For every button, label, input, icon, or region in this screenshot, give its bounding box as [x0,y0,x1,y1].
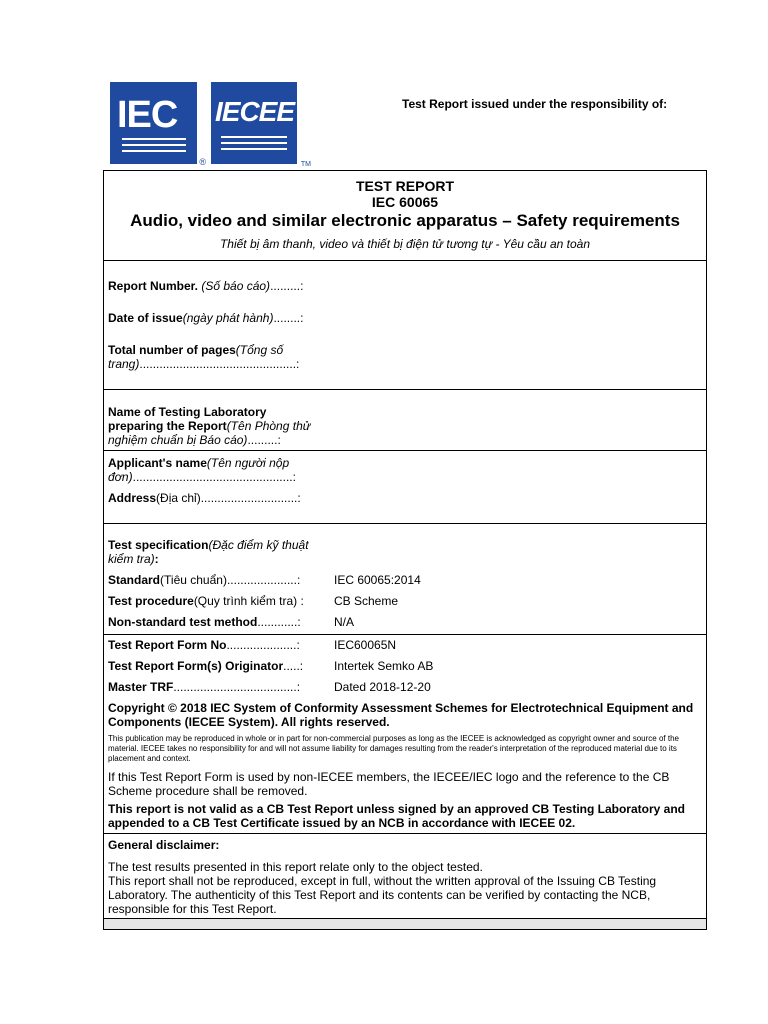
total-pages-label: Total number of pages(Tổng số trang)...............................................: [108,343,300,371]
responsibility-heading: Test Report issued under the responsibility of: [402,97,668,111]
form-originator-label: Test Report Form(s) Originator.....: [108,659,304,673]
disclaimer-line: This report shall not be reproduced, except in full, without the written approval of the Issuing CB Testing Laboratory. The authenticity of this Test Report and its contents can be verified by contacting the NCB, responsible for this Test Report. [108,874,657,916]
non-standard-method-label: Non-standard test method............: [108,615,301,629]
non-standard-method-value: N/A [334,615,355,629]
disclaimer-text [108,860,700,916]
copyright-notice: Copyright © 2018 IEC System of Conformity Assessment Schemes for Electrotechnical Equipment and Components (IECEE System). All rights reserved. [108,701,694,729]
logo-line [122,144,186,146]
iecee-logo [211,82,311,168]
master-trf-value: Dated 2018-12-20 [334,680,431,694]
reproduction-notice: This publication may be reproduced in whole or in part for non-commercial purposes as long as the IECEE is acknowledged as copyright owner and source of the material. IECEE takes no responsibility for and will not assume liability for damages resulting from the reader's interpretation of the reproduced material due to its placement and context. [108,734,679,763]
date-of-issue-label: Date of issue(ngày phát hành)........: [108,311,304,325]
section-divider [103,389,707,390]
standard-code: IEC 60065 [371,194,439,210]
logo-line [221,136,287,138]
logo-line [122,150,186,152]
test-procedure-value: CB Scheme [334,594,399,608]
form-originator-value: Intertek Semko AB [334,659,434,673]
standard-label: Standard(Tiêu chuẩn).....................: [108,573,301,587]
section-divider [103,634,707,635]
address-label: Address(Địa chỉ).............................: [108,491,301,505]
report-number-label: Report Number. (Số báo cáo).........: [108,279,304,293]
disclaimer-title: General disclaimer: [108,838,220,852]
logo-line [221,142,287,144]
report-title: TEST REPORT [355,178,454,194]
standard-title-vietnamese: Thiết bị âm thanh, video và thiết bị điện tử tương tự - Yêu cầu an toàn [219,237,591,251]
form-number-label: Test Report Form No.....................: [108,638,300,652]
logo-line [221,148,287,150]
trademark-mark: TM [300,161,311,168]
section-divider [103,260,707,261]
logo-line [122,138,186,140]
section-divider [103,450,707,451]
disclaimer-line: The test results presented in this report relate only to the object tested. [108,860,483,874]
applicant-name-label: Applicant's name(Tên người nộp đơn)................................................: [108,456,296,484]
section-divider [103,833,707,834]
section-divider [103,523,707,524]
master-trf-label: Master TRF.....................................: [108,680,301,694]
test-specification-label: Test specification(Đặc điểm kỹ thuật kiểm tra): [108,538,309,566]
iec-logo-text: IEC [117,94,178,136]
validity-notice: This report is not valid as a CB Test Report unless signed by an approved CB Testing Laboratory and appended to a CB Test Certificate issued by an NCB in accordance with IECEE 02. [108,802,685,830]
iec-logo [110,82,206,167]
test-procedure-label: Test procedure(Quy trình kiểm tra) : [108,594,304,608]
iecee-logo-text: IECEE [215,96,295,127]
footer-strip [104,919,706,929]
testing-lab-label: Name of Testing Laboratory preparing the Report(Tên Phòng thử nghiệm chuẩn bị Báo cáo).........: [108,405,311,447]
form-number-value: IEC60065N [334,638,397,652]
registered-mark: ® [199,157,206,167]
non-iecee-notice: If this Test Report Form is used by non-IECEE members, the IECEE/IEC logo and the reference to the CB Scheme procedure shall be removed. [108,770,670,798]
standard-value: IEC 60065:2014 [334,573,421,587]
standard-title: Audio, video and similar electronic apparatus – Safety requirements [130,211,680,230]
